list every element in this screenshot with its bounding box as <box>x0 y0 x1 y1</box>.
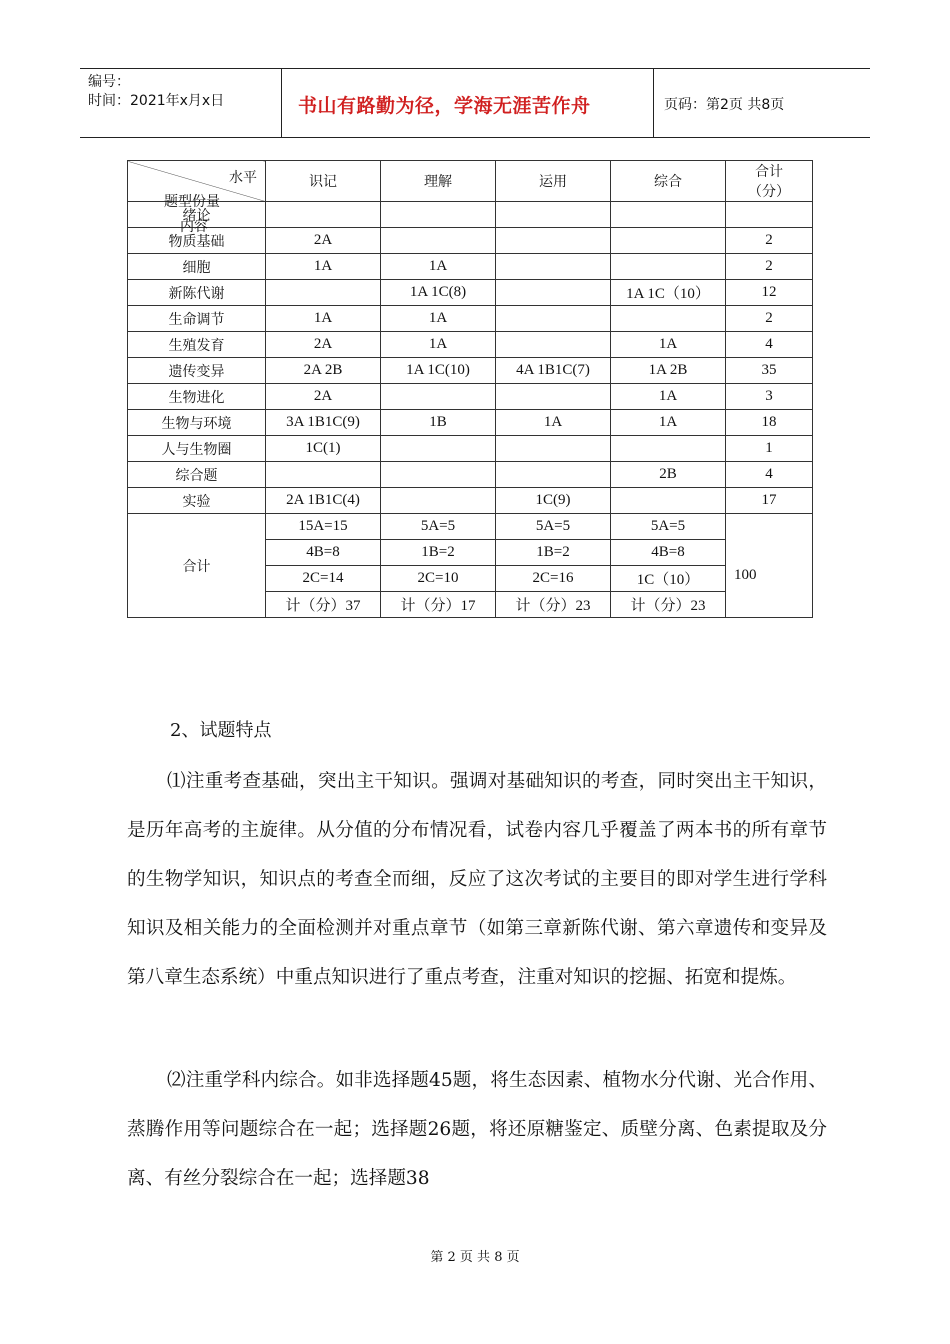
col-header-synthesis: 综合 <box>611 161 726 202</box>
score-distribution-table <box>127 160 813 618</box>
page-footer: 第 2 页 共 8 页 <box>430 1250 520 1265</box>
diag-label-content: 内容 <box>180 219 208 235</box>
table-cell <box>611 306 726 332</box>
table-cell <box>381 228 496 254</box>
number-label: 编号： <box>88 74 130 90</box>
table-cell: 1A 1C(10) <box>381 358 496 384</box>
summary-cell: 计（分）23 <box>496 592 611 618</box>
table-cell <box>381 384 496 410</box>
summary-cell: 2C=14 <box>266 566 381 592</box>
table-cell: 3A 1B1C(9) <box>266 410 381 436</box>
row-label: 生物进化 <box>128 384 266 410</box>
table-cell: 2A <box>266 332 381 358</box>
table-cell: 1A <box>611 332 726 358</box>
table-cell: 2 <box>726 306 813 332</box>
table-cell: 1A <box>611 410 726 436</box>
diag-label-level: 水平 <box>229 170 257 186</box>
summary-cell: 1B=2 <box>381 540 496 566</box>
row-label: 生命调节 <box>128 306 266 332</box>
table-cell: 2 <box>726 254 813 280</box>
table-row <box>128 384 813 410</box>
table-row <box>128 436 813 462</box>
table-cell: 1A 1C(8) <box>381 280 496 306</box>
header-meta <box>80 69 282 137</box>
table-cell <box>611 254 726 280</box>
page-code: 页码：第2页 共8页 <box>664 97 785 113</box>
table-row <box>128 410 813 436</box>
table-cell <box>266 280 381 306</box>
row-label: 实验 <box>128 488 266 514</box>
summary-cell: 计（分）37 <box>266 592 381 618</box>
table-cell <box>496 254 611 280</box>
table-cell <box>496 306 611 332</box>
summary-cell: 15A=15 <box>266 514 381 540</box>
table-row <box>128 462 813 488</box>
summary-cell: 5A=5 <box>611 514 726 540</box>
table-cell <box>496 436 611 462</box>
diag-label-type: 题型份量 <box>164 194 220 210</box>
row-label: 新陈代谢 <box>128 280 266 306</box>
table-cell: 4 <box>726 332 813 358</box>
row-label: 细胞 <box>128 254 266 280</box>
table-cell: 1A <box>381 254 496 280</box>
page-header <box>80 68 870 138</box>
table-cell: 1A <box>381 306 496 332</box>
table-cell: 2A 1B1C(4) <box>266 488 381 514</box>
summary-cell: 5A=5 <box>381 514 496 540</box>
summary-cell: 2C=16 <box>496 566 611 592</box>
summary-cell: 4B=8 <box>611 540 726 566</box>
table-cell: 18 <box>726 410 813 436</box>
table-cell: 2A 2B <box>266 358 381 384</box>
table-cell: 1 <box>726 436 813 462</box>
col-header-total-line2: （分） <box>748 184 790 200</box>
table-cell: 2A <box>266 384 381 410</box>
table-header-row <box>128 161 813 202</box>
table-cell: 3 <box>726 384 813 410</box>
table-cell <box>496 462 611 488</box>
time-label: 时间：2021年x月x日 <box>88 93 225 109</box>
table-cell <box>496 332 611 358</box>
table-cell <box>496 384 611 410</box>
col-header-total <box>726 161 813 202</box>
summary-cell: 2C=10 <box>381 566 496 592</box>
summary-cell: 4B=8 <box>266 540 381 566</box>
row-label: 综合题 <box>128 462 266 488</box>
table-cell: 1C(1) <box>266 436 381 462</box>
table-cell <box>381 436 496 462</box>
row-label: 生物与环境 <box>128 410 266 436</box>
table-cell <box>381 202 496 228</box>
table-cell: 12 <box>726 280 813 306</box>
table-row <box>128 202 813 228</box>
col-header-total-line1: 合计 <box>755 164 783 180</box>
summary-cell: 计（分）23 <box>611 592 726 618</box>
summary-cell: 1C（10） <box>611 566 726 592</box>
table-cell: 4A 1B1C(7) <box>496 358 611 384</box>
table-row <box>128 254 813 280</box>
table-cell <box>611 488 726 514</box>
table-row <box>128 488 813 514</box>
table-cell: 1A <box>611 384 726 410</box>
table-row <box>128 306 813 332</box>
row-label: 绪论 <box>128 202 266 228</box>
table-cell: 1A 2B <box>611 358 726 384</box>
table-row <box>128 358 813 384</box>
summary-cell: 计（分）17 <box>381 592 496 618</box>
table-cell <box>496 228 611 254</box>
row-label: 遗传变异 <box>128 358 266 384</box>
table-cell: 1B <box>381 410 496 436</box>
grand-total-cell: 100 <box>726 514 813 618</box>
table-cell <box>611 228 726 254</box>
table-cell <box>496 202 611 228</box>
summary-row <box>128 514 813 540</box>
table-cell: 1C(9) <box>496 488 611 514</box>
table-cell <box>381 488 496 514</box>
table-cell <box>726 202 813 228</box>
table-row <box>128 332 813 358</box>
table-cell: 2 <box>726 228 813 254</box>
summary-cell: 1B=2 <box>496 540 611 566</box>
table-cell: 1A <box>266 306 381 332</box>
table-row <box>128 280 813 306</box>
row-label: 物质基础 <box>128 228 266 254</box>
header-motto-cell <box>282 69 654 137</box>
row-label: 生殖发育 <box>128 332 266 358</box>
table-cell <box>611 436 726 462</box>
table-cell: 1A <box>381 332 496 358</box>
paragraph-2: ⑵注重学科内综合。如非选择题45题，将生态因素、植物水分代谢、光合作用、蒸腾作用等问题综合在一起；选择题26题，将还原糖鉴定、质壁分离、色素提取及分离、有丝分裂综合在一起；选择题38 <box>127 1070 827 1189</box>
summary-label: 合计 <box>128 514 266 618</box>
table-cell: 17 <box>726 488 813 514</box>
table-cell: 4 <box>726 462 813 488</box>
summary-cell: 5A=5 <box>496 514 611 540</box>
table-cell: 35 <box>726 358 813 384</box>
col-header-understand: 理解 <box>381 161 496 202</box>
table-cell: 1A <box>496 410 611 436</box>
table-cell: 1A <box>266 254 381 280</box>
table-cell: 2A <box>266 228 381 254</box>
table-cell <box>381 462 496 488</box>
table-cell <box>496 280 611 306</box>
table-row <box>128 228 813 254</box>
table-cell: 2B <box>611 462 726 488</box>
section-title: 2、试题特点 <box>170 720 272 741</box>
col-header-apply: 运用 <box>496 161 611 202</box>
table-body <box>128 161 813 618</box>
col-header-recall: 识记 <box>266 161 381 202</box>
table-cell <box>266 462 381 488</box>
table-cell <box>266 202 381 228</box>
table-cell: 1A 1C（10） <box>611 280 726 306</box>
table-cell <box>611 202 726 228</box>
header-page-cell <box>654 69 870 137</box>
motto-text: 书山有路勤为径，学海无涯苦作舟 <box>298 95 591 117</box>
paragraph-1: ⑴注重考查基础，突出主干知识。强调对基础知识的考查，同时突出主干知识，是历年高考的主旋律。从分值的分布情况看，试卷内容几乎覆盖了两本书的所有章节的生物学知识，知识点的考查全而细，反应了这次考试的主要目的即对学生进行学科知识及相关能力的全面检测并对重点章节（如第三章新陈代谢、第六章遗传和变异及第八章生态系统）中重点知识进行了重点考查，注重对知识的挖掘、拓宽和提炼。 <box>127 771 827 988</box>
row-label: 人与生物圈 <box>128 436 266 462</box>
